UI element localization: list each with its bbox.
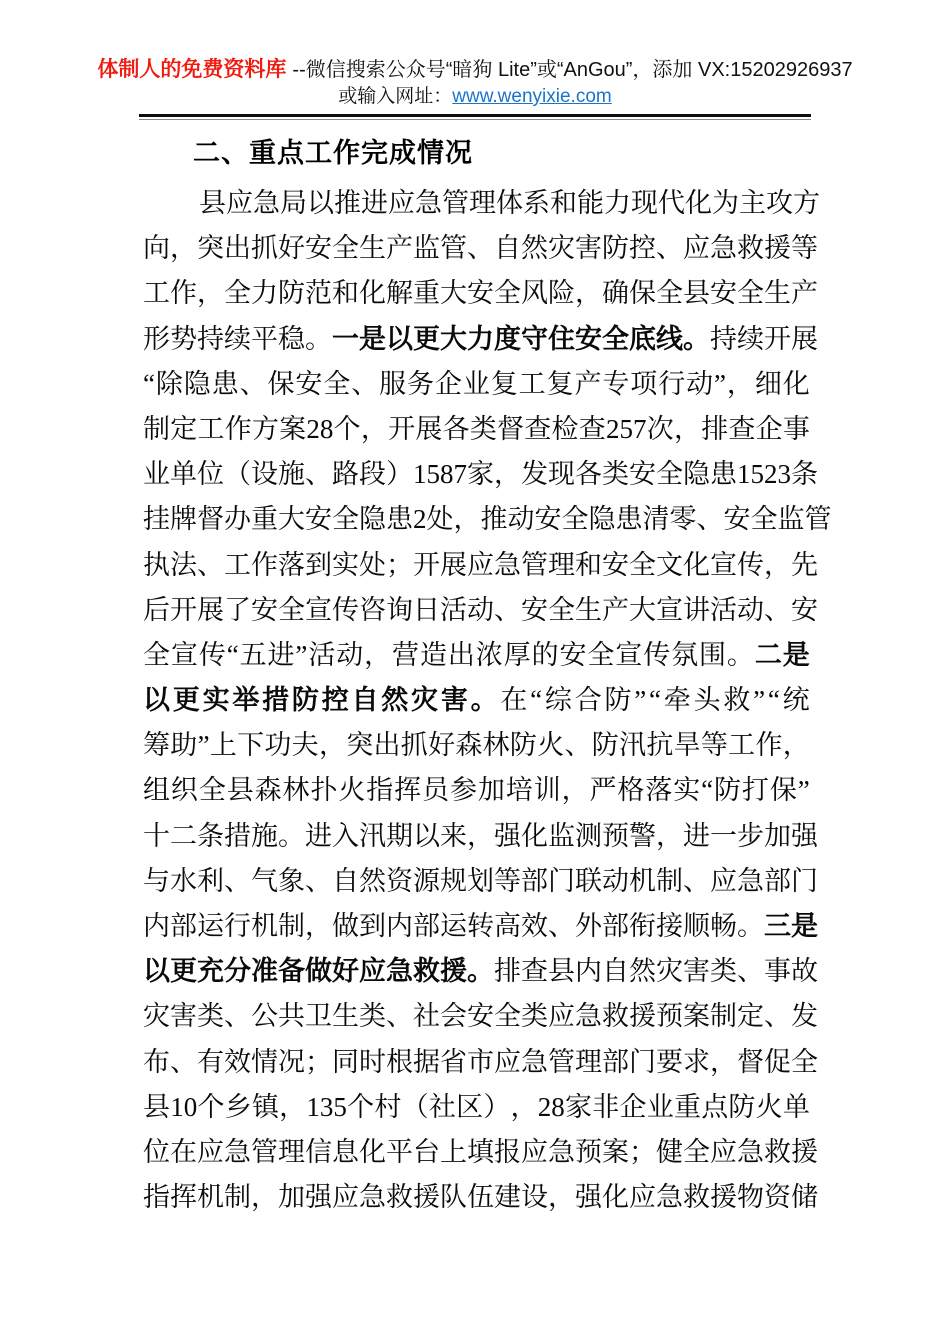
text-line: 形 势 持 续 平 稳 。 一 是 以 更 大 力 度 守 住 安 全 底 线 。 持 续 开 展	[143, 323, 818, 354]
text-line: 制 定 工 作 方 案 28 个 ， 开 展 各 类 督 查 检 查 257 次 ， 排 查 企 事	[143, 413, 810, 444]
text-line: 全 宣 传 “ 五 进 ” 活 动 ， 营 造 出 浓 厚 的 安 全 宣 传 氛 围 。 二 是	[143, 639, 810, 670]
section-heading: 二、重点工作完成情况	[193, 138, 473, 168]
document-body	[0, 135, 950, 1220]
promo-header	[0, 0, 950, 109]
text-line: 灾 害 类 、 公 共 卫 生 类 、 社 会 安 全 类 应 急 救 援 预 案 制 定 、 发	[143, 1001, 818, 1032]
text-line: 内 部 运 行 机 制 ， 做 到 内 部 运 转 高 效 、 外 部 衔 接 顺 畅 。 三 是	[143, 911, 818, 941]
text-line: 县 10 个 乡 镇 ， 135 个 村 （ 社 区 ） ， 28 家 非 企 业 重 点 防 火 单	[143, 1091, 810, 1122]
text-line: 与 水 利 、 气 象 、 自 然 资 源 规 划 等 部 门 联 动 机 制 、 应 急 部 门	[143, 865, 818, 896]
header-divider	[139, 114, 811, 120]
text-line: 后 开 展 了 安 全 宣 传 咨 询 日 活 动 、 安 全 生 产 大 宣 讲 活 动 、 安	[143, 594, 818, 625]
text-line: 业 单 位 （ 设 施 、 路 段 ） 1587 家 ， 发 现 各 类 安 全 隐 患 1523 条	[143, 459, 818, 490]
text-line: 县 应 急 局 以 推 进 应 急 管 理 体 系 和 能 力 现 代 化 为 主 攻 方	[199, 188, 820, 218]
promo-header-line2	[0, 84, 950, 109]
site-brand: 体制人的免费资料库	[97, 58, 287, 81]
text-line: 挂 牌 督 办 重 大 安 全 隐 患 2 处 ， 推 动 安 全 隐 患 清 零 、 安 全 监 管	[143, 504, 832, 535]
text-line: 以 更 充 分 准 备 做 好 应 急 救 援 。 排 查 县 内 自 然 灾 害 类 、 事 故	[143, 956, 818, 987]
url-label: 或输入网址：	[338, 86, 453, 107]
promo-note: --微信搜索公众号“暗狗 Lite”或“AnGou”，添加 VX:15202926937	[292, 59, 853, 81]
text-line: 向 ， 突 出 抓 好 安 全 生 产 监 管 、 自 然 灾 害 防 控 、 应 急 救 援 等	[143, 233, 818, 264]
text-line: 组 织 全 县 森 林 扑 火 指 挥 员 参 加 培 训 ， 严 格 落 实 “ 防 打 保 ”	[143, 775, 810, 806]
text-line: 布 、 有 效 情 况 ； 同 时 根 据 省 市 应 急 管 理 部 门 要 求 ， 督 促 全	[143, 1046, 818, 1077]
header-divider-thick-line	[139, 114, 811, 117]
text-line: 指 挥 机 制 ， 加 强 应 急 救 援 队 伍 建 设 ， 强 化 应 急 救 援 物 资 储	[143, 1182, 818, 1213]
text-line: “ 除 隐 患 、 保 安 全 、 服 务 企 业 复 工 复 产 专 项 行 动 ” ， 细 化	[143, 368, 810, 399]
text-line: 以 更 实 举 措 防 控 自 然 灾 害 。 在 “ 综 合 防 ” “ 牵 头 救 ” “ 统	[143, 685, 810, 716]
paragraph	[143, 181, 832, 1220]
text-line: 筹 助 ” 上 下 功 夫 ， 突 出 抓 好 森 林 防 火 、 防 汛 抗 旱 等 工 作 ，	[143, 730, 810, 761]
text-line: 工 作 ， 全 力 防 范 和 化 解 重 大 安 全 风 险 ， 确 保 全 县 安 全 生 产	[143, 278, 818, 309]
text-line: 位 在 应 急 管 理 信 息 化 平 台 上 填 报 应 急 预 案 ； 健 全 应 急 救 援	[143, 1136, 818, 1167]
text-line: 十 二 条 措 施 。 进 入 汛 期 以 来 ， 强 化 监 测 预 警 ， 进 一 步 加 强	[143, 820, 818, 851]
header-divider-thin-line	[139, 119, 811, 120]
promo-header-line1	[0, 56, 950, 84]
website-link[interactable]: www.wenyixie.com	[452, 86, 612, 107]
text-line: 执 法 、 工 作 落 到 实 处 ； 开 展 应 急 管 理 和 安 全 文 化 宣 传 ， 先	[143, 549, 818, 580]
